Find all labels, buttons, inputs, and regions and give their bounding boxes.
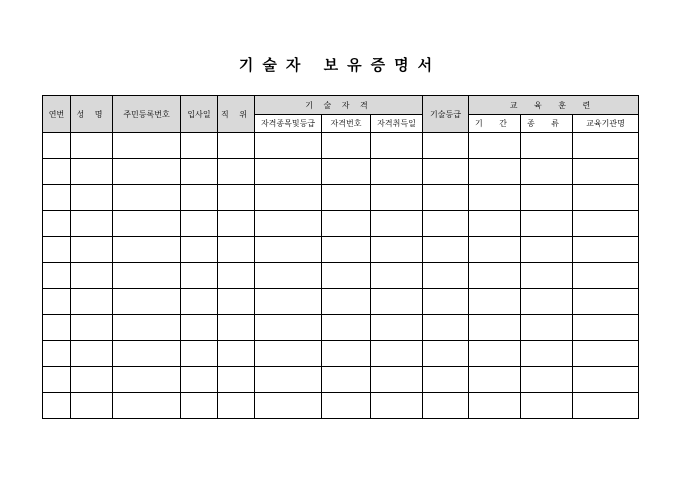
cell-training-institution[interactable]: [573, 393, 639, 419]
cell-training-period[interactable]: [469, 185, 521, 211]
cell-technical-grade[interactable]: [423, 263, 469, 289]
cell-position[interactable]: [218, 185, 255, 211]
cell-position[interactable]: [218, 133, 255, 159]
cell-qualification-number[interactable]: [322, 367, 371, 393]
col-training-type: 종 류: [521, 115, 573, 133]
col-qualification-acquired-date: 자격취득일: [371, 115, 423, 133]
cell-qualification-acquired-date[interactable]: [371, 133, 423, 159]
cell-resident-number[interactable]: [113, 185, 181, 211]
cell-technical-grade[interactable]: [423, 393, 469, 419]
cell-training-period[interactable]: [469, 211, 521, 237]
cell-resident-number[interactable]: [113, 211, 181, 237]
cell-name[interactable]: [71, 211, 113, 237]
cell-qualification-number[interactable]: [322, 237, 371, 263]
cell-serial[interactable]: [43, 393, 71, 419]
cell-training-period[interactable]: [469, 341, 521, 367]
table-row: [43, 367, 639, 393]
cell-name[interactable]: [71, 367, 113, 393]
cell-qualification-number[interactable]: [322, 341, 371, 367]
cell-serial[interactable]: [43, 237, 71, 263]
cell-join-date[interactable]: [181, 367, 218, 393]
cell-technical-grade[interactable]: [423, 315, 469, 341]
cell-qualification-acquired-date[interactable]: [371, 263, 423, 289]
cell-position[interactable]: [218, 237, 255, 263]
cell-training-type[interactable]: [521, 263, 573, 289]
table-row: [43, 393, 639, 419]
cell-join-date[interactable]: [181, 289, 218, 315]
cell-training-period[interactable]: [469, 237, 521, 263]
cell-name[interactable]: [71, 315, 113, 341]
cell-position[interactable]: [218, 211, 255, 237]
cell-position[interactable]: [218, 263, 255, 289]
cell-serial[interactable]: [43, 185, 71, 211]
cell-name[interactable]: [71, 393, 113, 419]
col-resident-number: 주민등록번호: [113, 96, 181, 133]
col-serial: 연번: [43, 96, 71, 133]
group-qualification: 기 술 자 격: [255, 96, 423, 115]
cell-resident-number[interactable]: [113, 393, 181, 419]
cell-qualification-number[interactable]: [322, 263, 371, 289]
cell-qualification-type-grade[interactable]: [255, 211, 322, 237]
table-row: [43, 185, 639, 211]
cell-qualification-type-grade[interactable]: [255, 367, 322, 393]
cell-qualification-type-grade[interactable]: [255, 315, 322, 341]
cell-technical-grade[interactable]: [423, 133, 469, 159]
cell-qualification-acquired-date[interactable]: [371, 367, 423, 393]
cell-name[interactable]: [71, 341, 113, 367]
cell-qualification-acquired-date[interactable]: [371, 341, 423, 367]
cell-training-type[interactable]: [521, 159, 573, 185]
cell-training-institution[interactable]: [573, 263, 639, 289]
cell-resident-number[interactable]: [113, 159, 181, 185]
cell-join-date[interactable]: [181, 341, 218, 367]
cell-resident-number[interactable]: [113, 315, 181, 341]
cell-technical-grade[interactable]: [423, 237, 469, 263]
table-row: [43, 211, 639, 237]
cell-serial[interactable]: [43, 289, 71, 315]
cell-qualification-number[interactable]: [322, 315, 371, 341]
cell-resident-number[interactable]: [113, 289, 181, 315]
cell-training-institution[interactable]: [573, 341, 639, 367]
group-training: 교 육 훈 련: [469, 96, 639, 115]
cell-serial[interactable]: [43, 133, 71, 159]
cell-qualification-type-grade[interactable]: [255, 159, 322, 185]
cell-training-type[interactable]: [521, 341, 573, 367]
cell-training-institution[interactable]: [573, 289, 639, 315]
cell-qualification-number[interactable]: [322, 133, 371, 159]
cell-training-institution[interactable]: [573, 185, 639, 211]
cell-qualification-number[interactable]: [322, 393, 371, 419]
cell-qualification-type-grade[interactable]: [255, 263, 322, 289]
cell-serial[interactable]: [43, 341, 71, 367]
cell-position[interactable]: [218, 289, 255, 315]
cell-technical-grade[interactable]: [423, 367, 469, 393]
col-qualification-type-grade: 자격종목및등급: [255, 115, 322, 133]
cell-resident-number[interactable]: [113, 367, 181, 393]
cell-join-date[interactable]: [181, 315, 218, 341]
cell-training-type[interactable]: [521, 315, 573, 341]
cell-qualification-number[interactable]: [322, 289, 371, 315]
cell-serial[interactable]: [43, 159, 71, 185]
table-row: [43, 315, 639, 341]
table-row: [43, 263, 639, 289]
cell-technical-grade[interactable]: [423, 289, 469, 315]
cell-training-institution[interactable]: [573, 159, 639, 185]
cell-resident-number[interactable]: [113, 341, 181, 367]
col-training-period: 기 간: [469, 115, 521, 133]
cell-resident-number[interactable]: [113, 237, 181, 263]
cell-training-type[interactable]: [521, 133, 573, 159]
cell-qualification-acquired-date[interactable]: [371, 289, 423, 315]
cell-qualification-number[interactable]: [322, 185, 371, 211]
cell-position[interactable]: [218, 393, 255, 419]
cell-serial[interactable]: [43, 211, 71, 237]
cell-name[interactable]: [71, 289, 113, 315]
table-row: [43, 341, 639, 367]
cell-qualification-type-grade[interactable]: [255, 185, 322, 211]
document-title: 기술자 보유증명서: [238, 56, 442, 74]
cell-qualification-number[interactable]: [322, 211, 371, 237]
cell-training-period[interactable]: [469, 367, 521, 393]
cell-training-period[interactable]: [469, 289, 521, 315]
cell-name[interactable]: [71, 263, 113, 289]
cell-resident-number[interactable]: [113, 133, 181, 159]
cell-training-institution[interactable]: [573, 237, 639, 263]
header-row-top: [43, 96, 639, 115]
cell-training-period[interactable]: [469, 133, 521, 159]
table-row: [43, 133, 639, 159]
cell-name[interactable]: [71, 237, 113, 263]
cell-qualification-type-grade[interactable]: [255, 237, 322, 263]
cell-join-date[interactable]: [181, 159, 218, 185]
cell-training-institution[interactable]: [573, 367, 639, 393]
cell-position[interactable]: [218, 159, 255, 185]
cell-position[interactable]: [218, 341, 255, 367]
cell-training-period[interactable]: [469, 263, 521, 289]
cell-qualification-acquired-date[interactable]: [371, 185, 423, 211]
cell-training-type[interactable]: [521, 237, 573, 263]
cell-position[interactable]: [218, 315, 255, 341]
table-row: [43, 289, 639, 315]
cell-serial[interactable]: [43, 315, 71, 341]
cell-join-date[interactable]: [181, 237, 218, 263]
cell-join-date[interactable]: [181, 133, 218, 159]
cell-join-date[interactable]: [181, 185, 218, 211]
cell-technical-grade[interactable]: [423, 185, 469, 211]
cell-training-institution[interactable]: [573, 315, 639, 341]
table-body: [43, 133, 639, 419]
cell-name[interactable]: [71, 133, 113, 159]
cell-qualification-type-grade[interactable]: [255, 393, 322, 419]
col-join-date: 입사일: [181, 96, 218, 133]
col-position: 직 위: [218, 96, 255, 133]
col-technical-grade: 기술등급: [423, 96, 469, 133]
cell-training-institution[interactable]: [573, 133, 639, 159]
cell-training-period[interactable]: [469, 315, 521, 341]
col-qualification-number: 자격번호: [322, 115, 371, 133]
cell-qualification-acquired-date[interactable]: [371, 315, 423, 341]
cell-technical-grade[interactable]: [423, 211, 469, 237]
cell-resident-number[interactable]: [113, 263, 181, 289]
col-training-institution: 교육기관명: [573, 115, 639, 133]
cell-training-period[interactable]: [469, 159, 521, 185]
cell-join-date[interactable]: [181, 263, 218, 289]
cell-training-period[interactable]: [469, 393, 521, 419]
cell-name[interactable]: [71, 185, 113, 211]
table-row: [43, 159, 639, 185]
col-name: 성 명: [71, 96, 113, 133]
cell-training-type[interactable]: [521, 185, 573, 211]
technician-table: [42, 95, 639, 419]
cell-qualification-number[interactable]: [322, 159, 371, 185]
cell-join-date[interactable]: [181, 393, 218, 419]
cell-join-date[interactable]: [181, 211, 218, 237]
cell-training-type[interactable]: [521, 393, 573, 419]
cell-serial[interactable]: [43, 367, 71, 393]
table-row: [43, 237, 639, 263]
cell-training-type[interactable]: [521, 367, 573, 393]
cell-training-type[interactable]: [521, 211, 573, 237]
cell-training-institution[interactable]: [573, 211, 639, 237]
cell-qualification-acquired-date[interactable]: [371, 237, 423, 263]
cell-qualification-type-grade[interactable]: [255, 289, 322, 315]
cell-technical-grade[interactable]: [423, 341, 469, 367]
cell-qualification-type-grade[interactable]: [255, 133, 322, 159]
cell-technical-grade[interactable]: [423, 159, 469, 185]
cell-name[interactable]: [71, 159, 113, 185]
cell-training-type[interactable]: [521, 289, 573, 315]
cell-qualification-type-grade[interactable]: [255, 341, 322, 367]
cell-qualification-acquired-date[interactable]: [371, 393, 423, 419]
cell-position[interactable]: [218, 367, 255, 393]
cell-serial[interactable]: [43, 263, 71, 289]
cell-qualification-acquired-date[interactable]: [371, 211, 423, 237]
cell-qualification-acquired-date[interactable]: [371, 159, 423, 185]
